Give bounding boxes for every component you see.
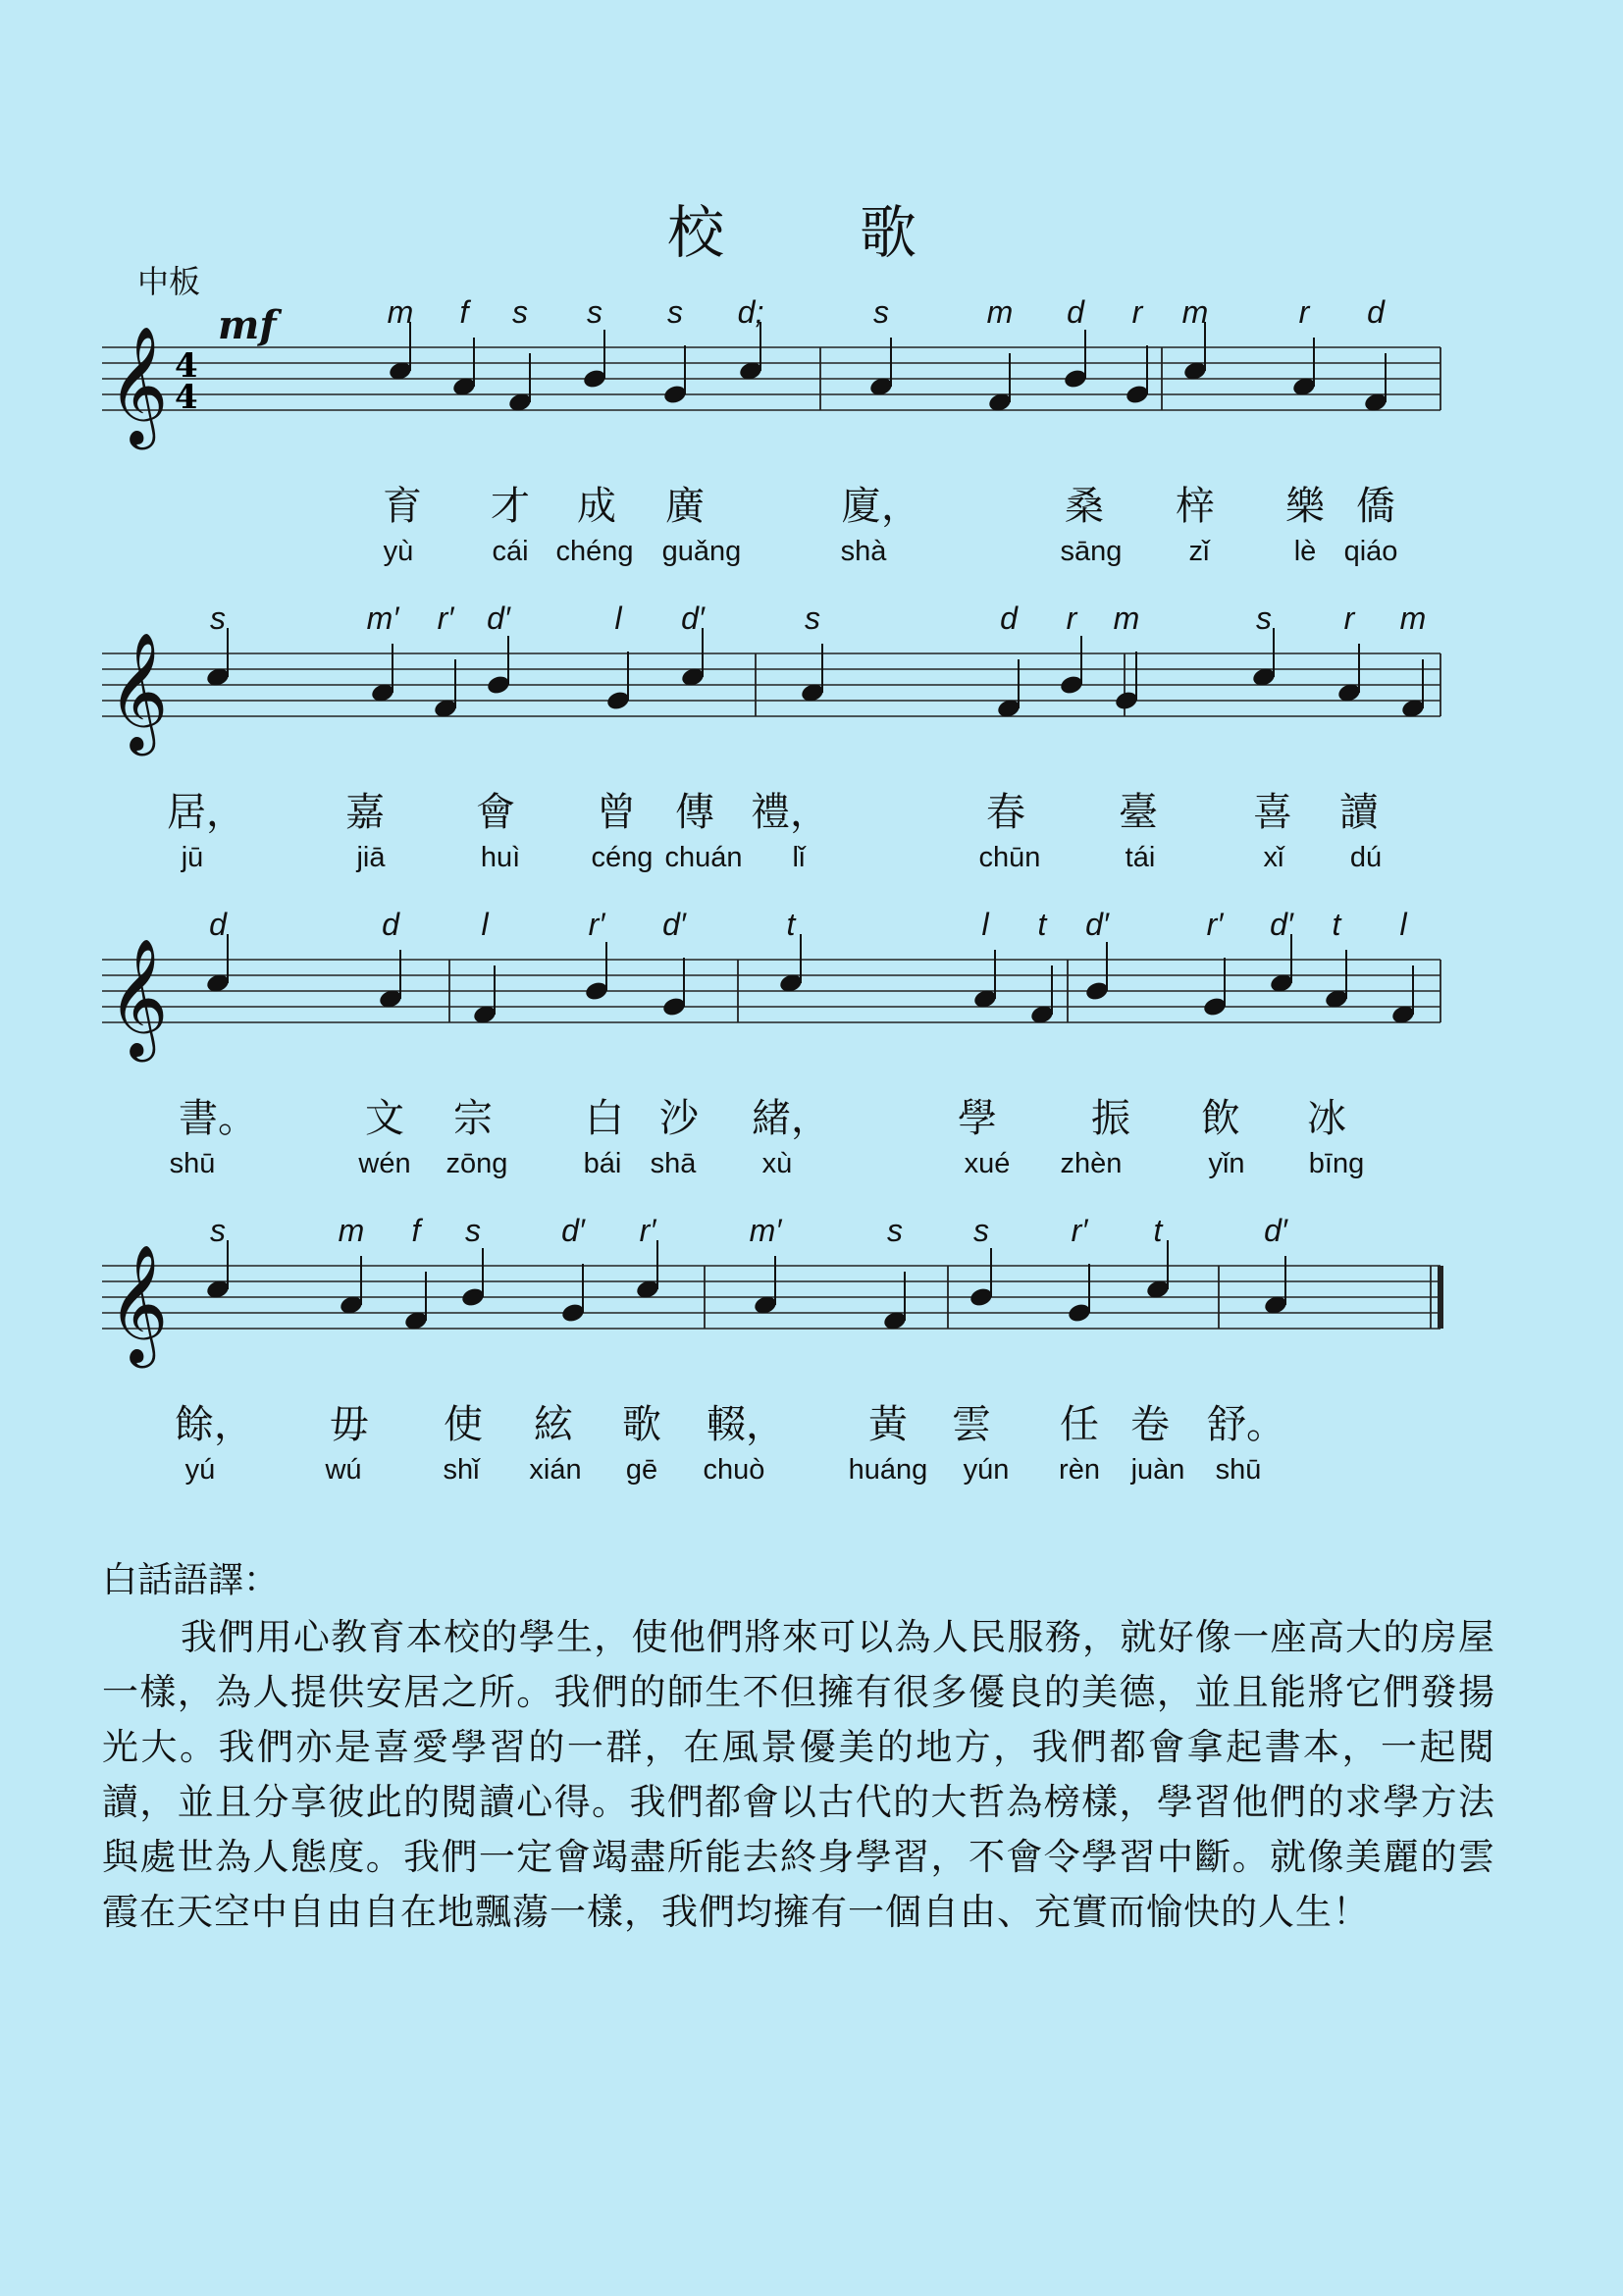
treble-clef-icon: 𝄞: [108, 325, 169, 444]
lyric-pinyin: chuò: [703, 1454, 765, 1486]
solfa-syllable: r: [1131, 294, 1143, 330]
lyric-pinyin: céng: [591, 842, 654, 873]
solfa-syllable: r′: [1071, 1213, 1088, 1248]
solfa-syllable: r′: [437, 600, 454, 636]
lyric-character: 毋: [330, 1402, 369, 1447]
solfa-syllable: t: [786, 907, 796, 942]
solfa-syllable: d: [1067, 294, 1084, 330]
lyric-pinyin: chéng: [555, 536, 634, 567]
lyric-character: 使: [444, 1402, 483, 1447]
solfa-syllable: t: [1037, 907, 1047, 942]
solfa-syllable: m: [986, 294, 1014, 330]
solfa-syllable: m: [1181, 294, 1209, 330]
lyric-character: 卷: [1130, 1402, 1170, 1447]
music-system-4: [0, 1213, 1623, 1497]
music-system-2: [0, 600, 1623, 885]
lyric-character: 白: [585, 1096, 624, 1141]
lyric-pinyin: gē: [625, 1454, 658, 1486]
solfa-syllable: r′: [1206, 907, 1224, 942]
lyric-character: 絃: [534, 1402, 573, 1447]
lyric-character: 梓: [1176, 484, 1215, 529]
solfa-syllable: f: [411, 1213, 421, 1248]
music-system-1: [0, 294, 1623, 579]
solfa-syllable: d′: [681, 600, 705, 636]
lyric-pinyin: sāng: [1060, 536, 1123, 567]
lyric-pinyin: shǐ: [443, 1454, 480, 1486]
solfa-syllable: d: [382, 907, 399, 942]
treble-clef-icon: 𝄞: [108, 937, 169, 1057]
time-signature-icon: 4: [175, 378, 198, 417]
lyric-character: 禮，: [751, 790, 829, 835]
solfa-syllable: d: [209, 907, 227, 942]
lyric-character: 輟，: [707, 1402, 785, 1447]
lyric-pinyin: tái: [1125, 842, 1156, 873]
lyric-character: 廈，: [842, 484, 920, 529]
solfa-syllable: s: [973, 1213, 989, 1248]
lyric-pinyin: zǐ: [1188, 536, 1210, 567]
solfa-syllable: m: [1399, 600, 1427, 636]
solfa-syllable: l: [481, 907, 489, 942]
lyric-pinyin: yǐn: [1208, 1148, 1245, 1179]
solfa-syllable: s: [667, 294, 683, 330]
lyric-character: 飲: [1201, 1096, 1240, 1141]
lyric-character: 樂: [1285, 484, 1325, 529]
lyric-character: 雲: [952, 1402, 991, 1447]
solfa-syllable: r′: [639, 1213, 656, 1248]
solfa-syllable: l: [981, 907, 989, 942]
lyric-character: 書。: [179, 1096, 257, 1141]
dynamic-marking: mf: [218, 302, 277, 348]
lyric-pinyin: zōng: [445, 1148, 508, 1179]
translation-heading: 白話語譯：: [102, 1560, 280, 1600]
solfa-syllable: f: [459, 294, 469, 330]
lyric-pinyin: shā: [650, 1148, 697, 1179]
solfa-syllable: s: [465, 1213, 481, 1248]
solfa-syllable: s: [873, 294, 889, 330]
solfa-syllable: m′: [366, 600, 399, 636]
lyric-character: 任: [1060, 1402, 1099, 1447]
lyric-pinyin: shà: [840, 536, 887, 567]
lyric-character: 文: [365, 1096, 404, 1141]
lyric-character: 冰: [1307, 1096, 1346, 1141]
lyric-pinyin: wén: [358, 1148, 411, 1179]
solfa-syllable: t: [1153, 1213, 1163, 1248]
lyric-pinyin: shū: [169, 1148, 216, 1179]
lyric-character: 桑: [1065, 484, 1104, 529]
solfa-syllable: m: [387, 294, 414, 330]
treble-clef-icon: 𝄞: [108, 1243, 169, 1363]
solfa-syllable: l: [614, 600, 622, 636]
translation-section: [102, 1552, 1495, 1940]
lyric-pinyin: wú: [325, 1454, 362, 1486]
lyric-pinyin: lè: [1293, 536, 1317, 567]
solfa-syllable: m: [1113, 600, 1140, 636]
lyric-character: 宗: [453, 1096, 493, 1141]
solfa-syllable: m: [338, 1213, 365, 1248]
lyric-pinyin: dú: [1349, 842, 1383, 873]
lyric-pinyin: bīng: [1308, 1148, 1365, 1179]
lyric-character: 餘，: [175, 1402, 253, 1447]
lyric-character: 僑: [1356, 484, 1395, 529]
lyric-character: 居，: [167, 790, 245, 835]
lyric-character: 育: [383, 484, 422, 529]
lyric-character: 臺: [1119, 790, 1158, 835]
solfa-syllable: r: [1298, 294, 1310, 330]
solfa-syllable: s: [512, 294, 528, 330]
lyric-pinyin: huáng: [848, 1454, 928, 1486]
song-title: 校 歌: [666, 199, 956, 266]
solfa-syllable: r′: [588, 907, 605, 942]
lyric-character: 黃: [868, 1402, 908, 1447]
lyric-pinyin: yún: [963, 1454, 1010, 1486]
lyric-character: 振: [1091, 1096, 1130, 1141]
solfa-syllable: s: [887, 1213, 903, 1248]
solfa-syllable: t: [1332, 907, 1341, 942]
solfa-syllable: d′: [1085, 907, 1109, 942]
translation-body: 我們用心教育本校的學生，使他們將來可以為人民服務，就好像一座高大的房屋一樣，為人提供安居之所。我們的師生不但擁有很多優良的美德，並且能將它們發揚光大。我們亦是喜愛學習的一群，在風景優美的地方，我們都會拿起書本，一起閱讀，並且分享彼此的閱讀心得。我們都會以古代的大哲為榜樣，學習他們的求學方法與處世為人態度。我們一定會竭盡所能去終身學習，不會令學習中斷。就像美麗的雲霞在天空中自由自在地飄蕩一樣，我們均擁有一個自由、充實而愉快的人生！: [102, 1616, 1495, 1933]
lyric-pinyin: xù: [761, 1148, 793, 1179]
lyric-character: 傳: [675, 790, 714, 835]
solfa-syllable: d′: [1270, 907, 1293, 942]
lyric-pinyin: jū: [181, 842, 204, 873]
solfa-syllable: d: [1000, 600, 1018, 636]
lyric-pinyin: chūn: [978, 842, 1041, 873]
solfa-syllable: d′: [1264, 1213, 1287, 1248]
staff: [0, 1213, 1623, 1370]
lyric-pinyin: juàn: [1130, 1454, 1185, 1486]
lyric-character: 曾: [597, 790, 636, 835]
lyric-character: 才: [491, 484, 530, 529]
lyric-pinyin: rèn: [1059, 1454, 1100, 1486]
lyric-pinyin: lǐ: [792, 842, 806, 873]
solfa-syllable: s: [210, 1213, 226, 1248]
solfa-syllable: d;: [737, 294, 764, 330]
solfa-syllable: m′: [749, 1213, 782, 1248]
lyric-character: 廣: [665, 484, 705, 529]
solfa-syllable: d′: [487, 600, 510, 636]
lyric-character: 喜: [1253, 790, 1292, 835]
solfa-syllable: r: [1066, 600, 1077, 636]
lyric-character: 嘉: [345, 790, 385, 835]
treble-clef-icon: 𝄞: [108, 631, 169, 751]
lyric-character: 會: [476, 790, 515, 835]
lyric-pinyin: chuán: [664, 842, 743, 873]
solfa-syllable: l: [1399, 907, 1407, 942]
solfa-syllable: r: [1343, 600, 1355, 636]
lyric-pinyin: xián: [529, 1454, 582, 1486]
lyric-pinyin: huì: [480, 842, 521, 873]
lyric-character: 沙: [659, 1096, 699, 1141]
lyric-character: 緒，: [752, 1096, 830, 1141]
lyric-pinyin: bái: [583, 1148, 622, 1179]
lyric-character: 舒。: [1207, 1402, 1285, 1447]
lyric-pinyin: cái: [492, 536, 529, 567]
staff: [0, 907, 1623, 1064]
tempo-marking: 中板: [137, 263, 201, 300]
lyric-pinyin: yú: [184, 1454, 216, 1486]
solfa-syllable: d′: [561, 1213, 585, 1248]
solfa-syllable: s: [1256, 600, 1272, 636]
lyric-character: 讀: [1339, 790, 1379, 835]
lyric-pinyin: jiā: [356, 842, 386, 873]
solfa-syllable: s: [210, 600, 226, 636]
lyric-pinyin: zhèn: [1060, 1148, 1123, 1179]
lyric-character: 學: [958, 1096, 997, 1141]
lyric-character: 成: [577, 484, 616, 529]
lyric-pinyin: guǎng: [661, 536, 742, 567]
lyric-pinyin: xǐ: [1263, 842, 1284, 873]
lyric-pinyin: yù: [383, 536, 414, 567]
lyric-character: 春: [986, 790, 1025, 835]
solfa-syllable: d′: [662, 907, 686, 942]
solfa-syllable: s: [587, 294, 602, 330]
music-system-3: [0, 907, 1623, 1191]
time-signature-icon: 4: [175, 346, 198, 386]
lyric-pinyin: qiáo: [1343, 536, 1398, 567]
lyric-character: 歌: [622, 1402, 661, 1447]
lyric-pinyin: xué: [964, 1148, 1011, 1179]
solfa-syllable: s: [805, 600, 820, 636]
solfa-syllable: d: [1367, 294, 1385, 330]
lyric-pinyin: shū: [1215, 1454, 1262, 1486]
